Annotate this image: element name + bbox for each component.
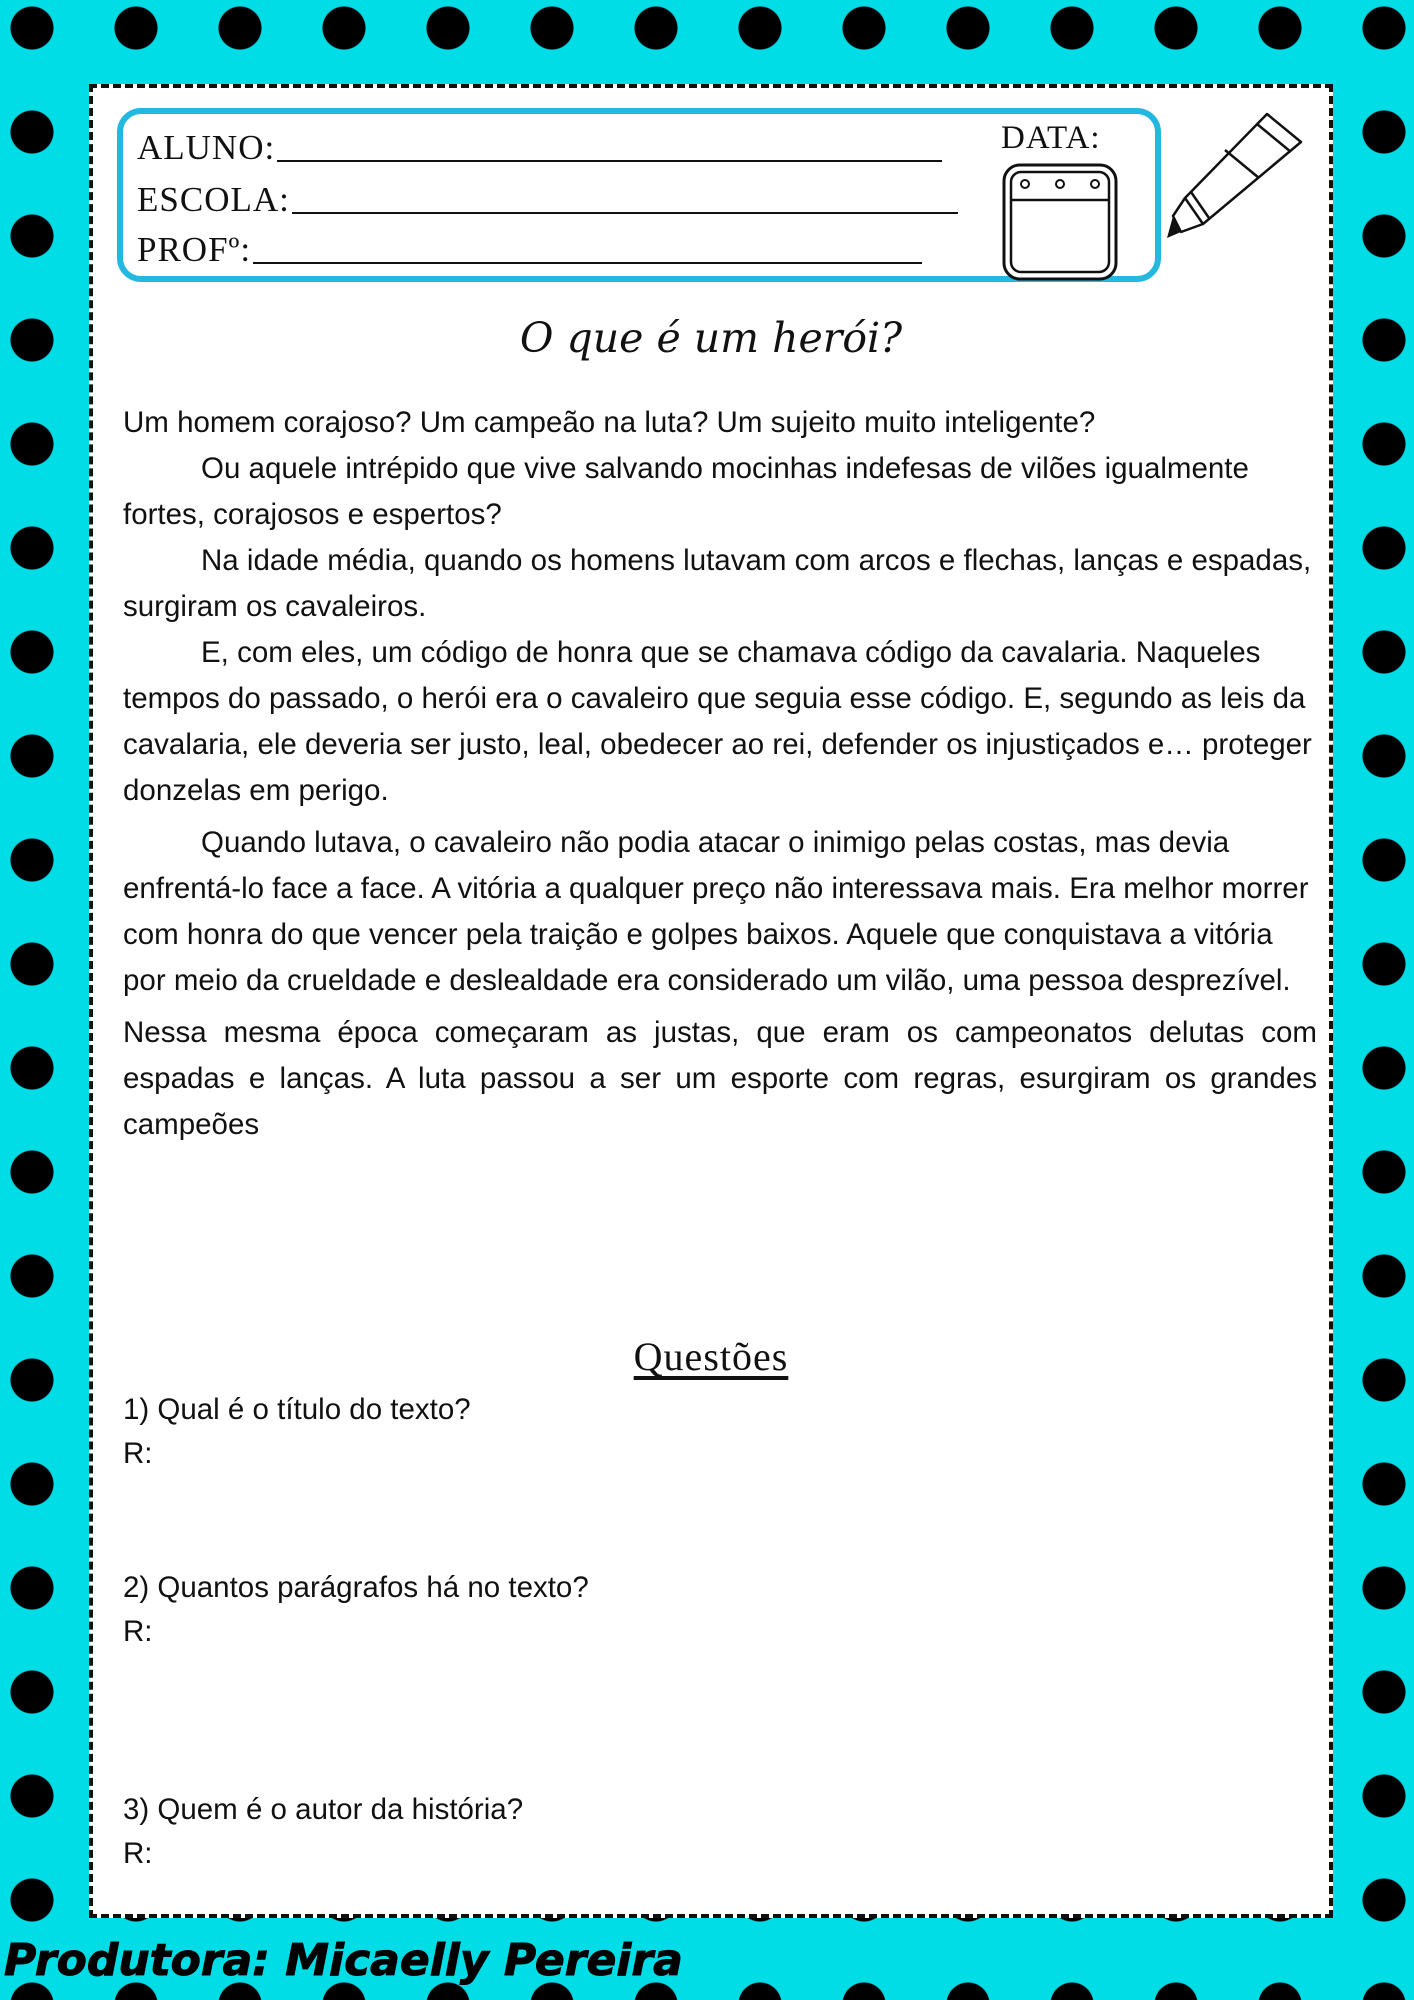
questions-heading: Questões: [633, 1334, 789, 1379]
aluno-label: ALUNO:: [137, 128, 276, 167]
calendar-icon[interactable]: [1001, 162, 1119, 287]
escola-line: [292, 212, 958, 214]
question-text: 1) Qual é o título do texto?: [123, 1393, 471, 1426]
paragraph: Nessa mesma época começaram as justas, que eram os campeonatos delutas com espadas e lanças. A luta passou a ser um esporte com regras, esurgiram os grandes campeões: [123, 1016, 1317, 1141]
pencil-icon: [1163, 106, 1309, 251]
worksheet-page: [89, 84, 1333, 1918]
paragraph: Um homem corajoso? Um campeão na luta? Um sujeito muito inteligente?: [123, 406, 1096, 439]
reading-text: [123, 400, 1317, 1148]
question-text: 3) Quem é o autor da história?: [123, 1793, 524, 1826]
escola-field[interactable]: [137, 180, 958, 220]
prof-field[interactable]: [137, 230, 922, 270]
student-info-box: [117, 108, 1161, 282]
aluno-field[interactable]: [137, 128, 942, 168]
question-item: [123, 1566, 589, 1654]
date-label: DATA:: [1001, 120, 1101, 156]
answer-label[interactable]: R:: [123, 1437, 153, 1470]
answer-label[interactable]: R:: [123, 1837, 153, 1870]
answer-label[interactable]: R:: [123, 1615, 153, 1648]
paragraph: Na idade média, quando os homens lutavam com arcos e flechas, lanças e espadas, surgiram os cavaleiros.: [123, 544, 1312, 623]
text-title: O que é um herói?: [519, 314, 903, 362]
paragraph: Quando lutava, o cavaleiro não podia atacar o inimigo pelas costas, mas devia enfrentá-lo face a face. A vitória a qualquer preço não interessava mais. Era melhor morrer com honra do que vencer pela traição e golpes baixos. Aquele que conquistava a vitória por meio da crueldade e deslealdade era considerado um vilão, uma pessoa desprezível.: [123, 826, 1309, 997]
aluno-line: [277, 160, 942, 162]
prof-label: PROFº:: [137, 230, 252, 269]
question-item: [123, 1388, 471, 1476]
question-item: [123, 1788, 523, 1876]
producer-credit: Produtora: Micaelly Pereira: [4, 1935, 683, 1986]
question-text: 2) Quantos parágrafos há no texto?: [123, 1571, 589, 1604]
paragraph: E, com eles, um código de honra que se chamava código da cavalaria. Naqueles tempos do passado, o herói era o cavaleiro que seguia esse código. E, segundo as leis da cavalaria, ele deveria ser justo, leal, obedecer ao rei, defender os injustiçados e… proteger donzelas em perigo.: [123, 636, 1312, 807]
paragraph: Ou aquele intrépido que vive salvando mocinhas indefesas de vilões igualmente fortes, corajosos e espertos?: [123, 452, 1249, 531]
escola-label: ESCOLA:: [137, 180, 290, 219]
prof-line: [253, 262, 922, 264]
